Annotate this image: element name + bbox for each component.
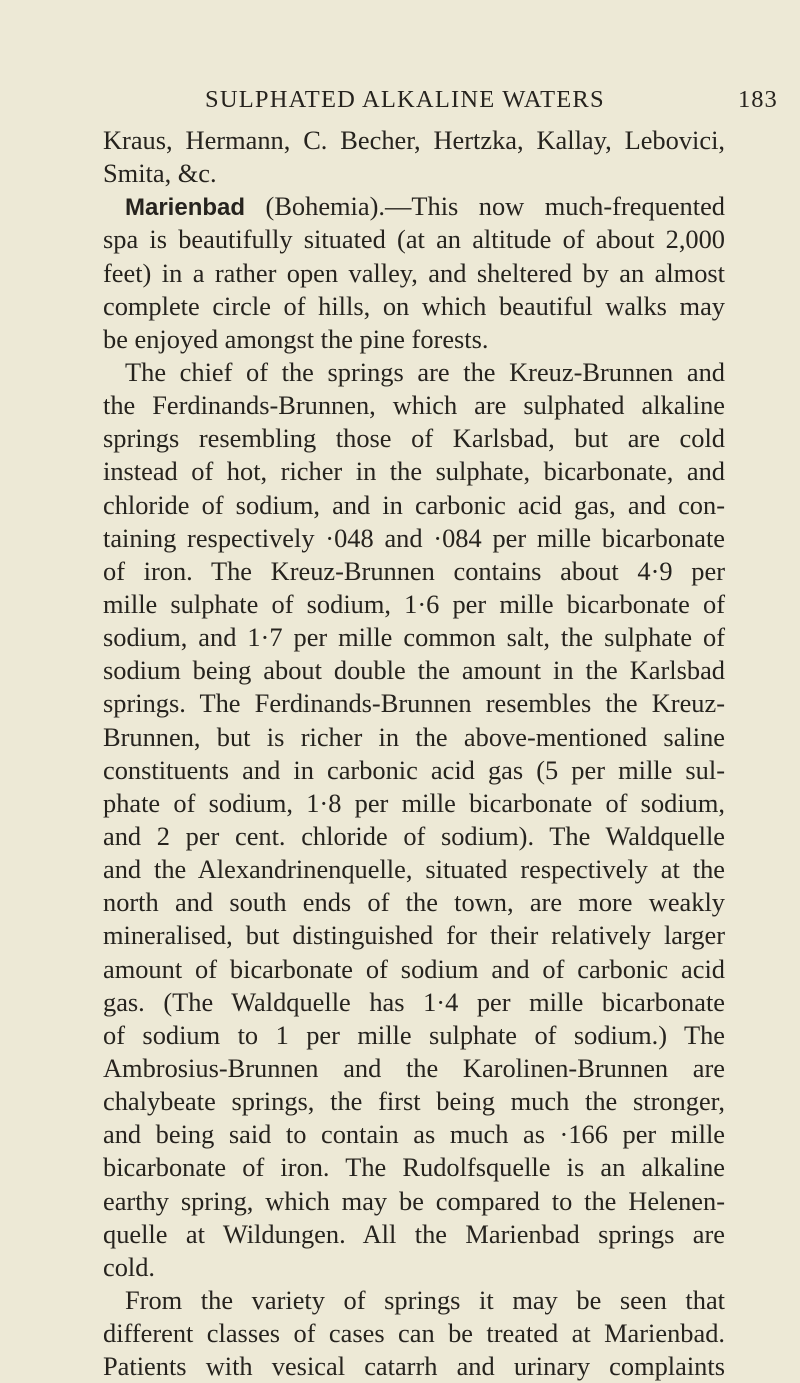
- text-line: From the variety of springs it may be seen that: [125, 1284, 725, 1315]
- text-line: Kraus, Hermann, C. Becher, Hertzka, Kallay, Lebovici,: [103, 125, 725, 155]
- text-line: instead of hot, richer in the sulphate, bicarbonate, and: [103, 456, 725, 487]
- text-line: chalybeate springs, the first being much the stronger,: [103, 1086, 725, 1117]
- text-line: different classes of cases can be treated at Marienbad.: [103, 1318, 725, 1349]
- text-line: taining respectively ·048 and ·084 per mille bicarbonate: [103, 522, 725, 553]
- text-line: spa is beautifully situated (at an altitude of about 2,000: [103, 224, 725, 255]
- text-line: mille sulphate of sodium, 1·6 per mille bicarbonate of: [103, 588, 725, 619]
- text-line: quelle at Wildungen. All the Marienbad springs are: [103, 1218, 725, 1249]
- text-line: sodium being about double the amount in the Karlsbad: [103, 655, 725, 686]
- text-line: north and south ends of the town, are more weakly: [103, 887, 725, 918]
- text-run: (Bohemia).—This now much-frequented: [265, 191, 725, 222]
- text-line: the Ferdinands-Brunnen, which are sulphated alkaline: [103, 390, 725, 421]
- text-line: and 2 per cent. chloride of sodium). The Waldquelle: [103, 820, 725, 851]
- text-line: The chief of the springs are the Kreuz-Brunnen and: [125, 356, 725, 387]
- spa-heading: Marienbad: [125, 194, 246, 222]
- text-line: phate of sodium, 1·8 per mille bicarbonate of sodium,: [103, 787, 725, 818]
- text-line: cold.: [103, 1251, 156, 1282]
- text-line: Smita, &c.: [103, 158, 217, 189]
- text-line: and the Alexandrinenquelle, situated respectively at the: [103, 854, 725, 885]
- text-line: be enjoyed amongst the pine forests.: [103, 323, 489, 354]
- text-line: feet) in a rather open valley, and sheltered by an almost: [103, 257, 725, 288]
- text-line: and being said to contain as much as ·166 per mille: [103, 1119, 725, 1150]
- text-line: complete circle of hills, on which beautiful walks may: [103, 290, 725, 321]
- text-line: mineralised, but distinguished for their relatively larger: [103, 920, 725, 951]
- body-text: [103, 124, 725, 1383]
- text-line: gas. (The Waldquelle has 1·4 per mille bicarbonate: [103, 986, 725, 1017]
- text-line: chloride of sodium, and in carbonic acid gas, and con-: [103, 489, 725, 520]
- text-line: amount of bicarbonate of sodium and of carbonic acid: [103, 953, 725, 984]
- text-line: Patients with vesical catarrh and urinary complaints: [103, 1351, 725, 1382]
- text-line: bicarbonate of iron. The Rudolfsquelle is an alkaline: [103, 1152, 725, 1183]
- text-line: constituents and in carbonic acid gas (5 per mille sul-: [103, 754, 725, 785]
- text-line: Ambrosius-Brunnen and the Karolinen-Brunnen are: [103, 1052, 725, 1083]
- text-line: earthy spring, which may be compared to the Helenen-: [103, 1185, 725, 1216]
- running-head: [0, 86, 800, 116]
- text-line: springs resembling those of Karlsbad, but are cold: [103, 423, 725, 454]
- running-title: SULPHATED ALKALINE WATERS: [205, 86, 605, 113]
- page-number: 183: [738, 86, 778, 113]
- text-line: sodium, and 1·7 per mille common salt, the sulphate of: [103, 622, 725, 653]
- text-line: of sodium to 1 per mille sulphate of sodium.) The: [103, 1019, 725, 1050]
- text-line: of iron. The Kreuz-Brunnen contains about 4·9 per: [103, 555, 725, 586]
- text-line: springs. The Ferdinands-Brunnen resembles the Kreuz-: [103, 688, 725, 719]
- text-line: Brunnen, but is richer in the above-mentioned saline: [103, 721, 725, 752]
- section-lead-line: [103, 190, 725, 223]
